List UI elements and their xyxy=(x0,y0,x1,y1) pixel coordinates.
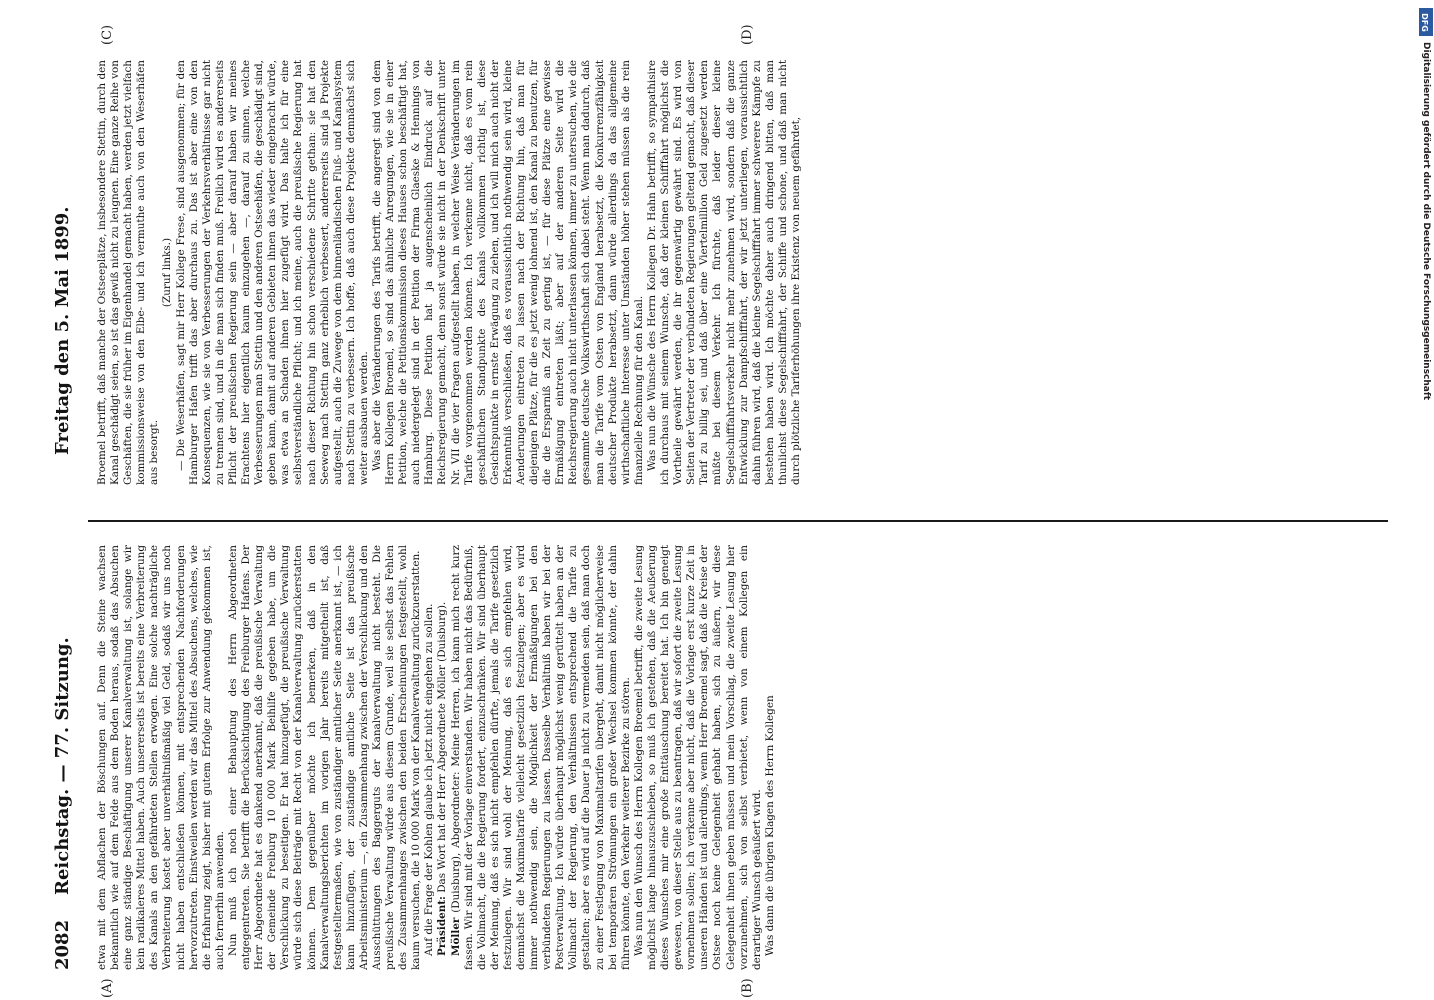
page-title: Reichstag. — 77. Sitzung. xyxy=(52,637,73,895)
dfg-logo-icon: DFG xyxy=(1419,8,1433,36)
right-paragraph-2: — Die Weserhäfen, sagt mir Herr Kollege Frese, sind ausgenommen; für den Hamburger Hafen trifft das aber durchaus zu. Das ist aber eine von den Konsequenzen, wie sie von Verbesserungen der Verkehrsverhältnisse gar nicht zu trennen sind, und in die man sich finden muß. Freilich wird es andererseits Pflicht der preußischen Regierung sein — aber darauf haben wir meines Erachtens hier eigentlich kaum einzugehen —, darauf zu sinnen, welche Verbesserungen man Stettin und den anderen Ostseehäfen, die geschädigt sind, geben kann, damit auf anderen Gebieten ihnen das wieder eingebracht würde, was etwa an Schaden ihnen hier zugefügt wird. Das halte ich für eine selbstverständliche Pflicht; und ich meine, auch die preußische Regierung hat nach dieser Richtung hin schon verschiedene Schritte gethan: sie hat den Seeweg nach Stettin ganz erheblich verbessert, andererseits sind ja Projekte aufgestellt, auch die Zuwege von dem binnenländischen Fluß- und Kanalsystem nach Stettin zu verbessern. Ich hoffe, daß auch diese Projekte demnächst sich weiter ausbauen werden. xyxy=(174,60,370,485)
right-paragraph-4: Was nun die Wünsche des Herrn Kollegen Dr. Hahn betrifft, so sympathisire ich durchaus mit seinem Wunsche, daß der kleinen Schifffahrt möglichst die Vortheile gewährt werden, die ihr gegenwärtig gewährt sind. Es wird von Seiten der Vertreter der verbündeten Regierungen geltend gemacht, daß dieser Tarif zu billig sei, und daß über eine Viertelmillion Geld zugesetzt werden müßte bei diesem Verkehr. Ich fürchte, daß leider dieser kleine Segelschifffahrtsverkehr nicht mehr zunehmen wird, sondern daß die ganze Entwicklung zur Dampfschifffahrt, der wir jetzt unterliegen, voraussichtlich dahin führen wird, daß die kleine Segelschifffahrt immer schwerere Kämpfe zu bestehen haben wird. Ich möchte daher auch dringend bitten, daß man thunlichst diese Segelschifffahrt, der Schiffe und schone, und daß man nicht durch plötzliche Tariferhöhungen ihre Existenz von neuem gefährdet, xyxy=(645,60,802,485)
margin-marker-d: (D) xyxy=(740,24,755,45)
dfg-watermark xyxy=(1418,8,1434,998)
left-column xyxy=(96,545,1386,970)
margin-marker-c: (C) xyxy=(100,24,115,45)
left-paragraph-5-text: (Duisburg), Abgeordneter: Meine Herren, ich kann mich recht kurz fassen. Wir sind mit der Vorlage einverstanden. Wir haben nicht das Bedürfniß, die Vollmacht, die die Regierung fordert, einzuschränken. Wir sind überhaupt der Meinung, daß es sich nicht empfehlen dürfte, jemals die Tarife gesetzlich festzulegen. Wir sind wohl der Meinung, daß es sich empfehlen wird, demnächst die Maximaltarife vielleicht gesetzlich festzulegen; aber es wird immer nothwendig sein, die Möglichkeit der Ermäßigungen bei den verbündeten Regierungen zu lassen. Dasselbe Verhältniß haben wir bei der Postverwaltung. Ich würde überhaupt möglichst wenig gerüttelt haben an der Vollmacht der Regierung, den Verhältnissen entsprechend die Tarife zu gestalten; aber es wird auf die Dauer ja nicht zu vermeiden sein, daß man doch zu einer Festlegung von Maximaltarifen übergeht, damit nicht möglicherweise bei temporären Strömungen ein großer Wechsel kommen könnte, der dahin führen könnte, den Verkehr weiterer Bezirke zu stören. xyxy=(449,545,632,970)
page-number: 2082 xyxy=(52,919,73,970)
right-column xyxy=(96,60,1386,485)
speaker-president: Präsident: xyxy=(436,896,449,956)
page-header xyxy=(50,20,80,970)
margin-marker-b: (B) xyxy=(740,978,755,998)
speaker-moeller: Möller xyxy=(449,917,462,956)
left-paragraph-2: Nun muß ich noch einer Behauptung des Herrn Abgeordneten entgegentreten. Sie betrifft die Berücksichtigung des Freiburger Hafens. Der Herr Abgeordnete hat es dankend anerkannt, daß die preußische Verwaltung der Gemeinde Freiburg 10 000 Mark Beihilfe gegeben habe, um die Verschlickung zu beseitigen. Er hat hinzugefügt, die preußische Verwaltung würde sich diese Beiträge mit Recht von der Kanalverwaltung zurückerstatten können. Dem gegenüber möchte ich bemerken, daß in den Kanalverwaltungsberichten im vorigen Jahr bereits mitgetheilt ist, daß festgestelltermaßen, wie von zuständiger amtlicher Seite anerkannt ist, — ich kann hinzufügen, der zuständige amtliche Seite ist das preußische Arbeitsministerium —, ein Zusammenhang zwischen der Verschlickung und den Ausschüttungen des Baggerguts der Kanalverwaltung nicht besteht. Die preußische Verwaltung würde aus diesem Grunde, weil sie selbst das Fehlen des Zusammenhanges zwischen den beiden Erscheinungen festgestellt, wohl kaum versuchen, die 10 000 Mark von der Kanalverwaltung zurückzuerstatten. xyxy=(226,545,423,970)
right-paragraph-3: Was aber die Veränderungen des Tarifs betrifft, die angeregt sind von dem Herrn Kollegen Broemel, so sind das ähnliche Anregungen, wie sie in einer Petition, welche die Petitionskommission dieses Hauses schon beschäftigt hat, auch niedergelegt sind in der Petition der Firma Glaeske & Hennings von Hamburg. Diese Petition hat ja augenscheinlich Eindruck auf die Reichsregierung gemacht, denn sonst würde sie nicht in der Denkschrift unter Nr. VII die vier Fragen aufgestellt haben, in welcher Weise Veränderungen im Tarife vorgenommen werden können. Ich verkenne nicht, daß es vom rein geschäftlichen Standpunkte des Kanals vollkommen richtig ist, diese Gesichtspunkte in ernste Erwägung zu ziehen, und ich will mich auch nicht der Erkenntniß verschließen, daß es voraussichtlich nothwendig sein wird, kleine Aenderungen eintreten zu lassen nach der Richtung hin, daß man für diejenigen Plätze, für die es jetzt wenig lohnend ist, den Kanal zu benutzen, für die die Ersparniß an Zeit zu gering ist, — für diese Plätze eine gewisse Ermäßigung eintreten läßt; aber auf der anderen Seite wird die Reichsregierung auch nicht unterlassen können, immer zu untersuchen, wie die gesammte deutsche Volkswirthschaft sich dabei steht. Wenn man dadurch, daß man die Tarife vom Osten von England herabsetzt, die Konkurrenzfähigkeit deutscher Produkte herabsetzt, dann würde allerdings da das allgemeine wirthschaftliche Interesse unter Umständen höher stehen müssen als die rein finanzielle Rechnung für den Kanal. xyxy=(370,60,645,485)
left-paragraph-7: Was dann die übrigen Klagen des Herrn Kollegen xyxy=(763,695,776,956)
left-paragraph-6: Was nun den Wunsch des Herrn Kollegen Broemel betrifft, die zweite Lesung möglichst lange hinauszuschieben, so muß ich gestehen, daß die Aeußerung dieses Wunsches mir eine große Enttäuschung bereitet hat. Ich bin geneigt gewesen, von dieser Stelle aus zu beantragen, daß wir sofort die zweite Lesung vornehmen sollen; ich verkenne aber nicht, daß die Vorlage erst kurze Zeit in unseren Händen ist und allerdings, wenn Herr Broemel sagt, daß die Kreise der Ostsee noch keine Gelegenheit gehabt haben, sich zu äußern, wir diese Gelegenheit ihnen geben müssen und mein Vorschlag, die zweite Lesung hier vorzunehmen, sich von selbst verbietet, wenn von einem Kollegen ein derartiger Wunsch geäußert wird. xyxy=(632,545,763,970)
left-paragraph-4 xyxy=(436,545,449,970)
watermark-text: Digitalisierung gefördert durch die Deutsche Forschungsgemeinschaft xyxy=(1421,42,1431,401)
left-paragraph-5 xyxy=(450,545,633,970)
right-paragraph-1: Broemel betrifft, daß manche der Ostseeplätze, insbesondere Stettin, durch den Kanal geschädigt seien, so ist das gewiß nicht zu leugnen. Eine ganze Reihe von Geschäften, die sie früher im Eigenhandel gemacht haben, werden jetzt vielfach kommissionsweise von den Elbe- und ich vermuthe auch von den Weserhäfen aus besorgt. xyxy=(96,60,161,485)
interjection: (Zuruf links.) xyxy=(161,237,174,308)
left-paragraph-4-text: Das Wort hat der Herr Abgeordnete Möller (Duisburg). xyxy=(436,601,449,897)
left-paragraph-3: Auf die Frage der Kohlen glaube ich jetzt nicht eingehen zu sollen. xyxy=(423,603,436,956)
margin-marker-a: (A) xyxy=(100,978,115,998)
page-date: Freitag den 5. Mai 1899. xyxy=(52,206,73,455)
left-paragraph-1: etwa mit dem Abflachen der Böschungen auf. Denn die Steine wachsen bekanntlich wie auf dem Felde aus dem Boden heraus, sodaß das Absuchen eine ganz ständige Beschäftigung unserer Kanalverwaltung ist, solange wir kein radikaleres Mittel haben. Auch unsererseits ist bereits eine Verbreiterung des Kanals an den gefährdeten Stellen erwogen. Eine solche nachträgliche Verbreiterung kostet aber unverhältnißmäßig viel Geld, sodaß wir uns noch nicht haben entschließen können, mit entsprechenden Nachforderungen hervorzutreten. Einstweilen werden wir das Mittel des Absuchens, welches, wie die Erfahrung zeigt, bisher mit gutem Erfolge zur Anwendung gekommen ist, auch fernerhin anwenden. xyxy=(96,545,226,970)
column-divider xyxy=(88,520,1388,522)
